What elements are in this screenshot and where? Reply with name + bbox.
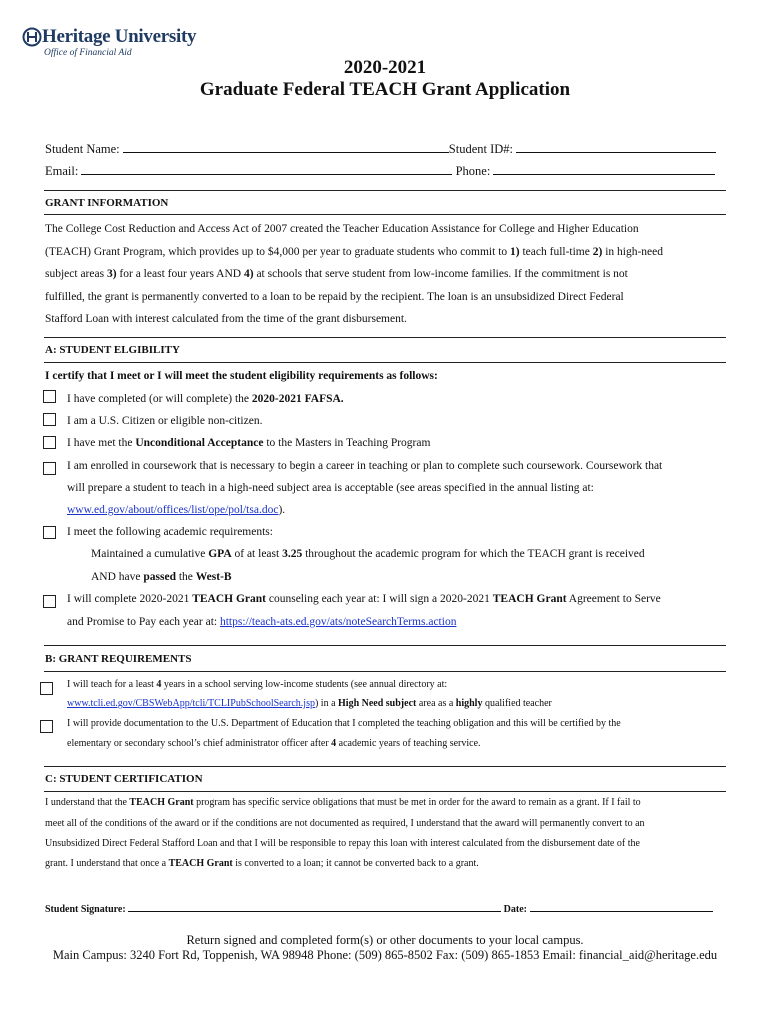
logo-mark-icon <box>22 27 42 47</box>
student-name-row <box>45 141 716 157</box>
fafsa-checkbox[interactable] <box>43 390 56 403</box>
grant-information-heading: GRANT INFORMATION <box>45 197 169 209</box>
form-year: 2020-2021 <box>343 57 427 78</box>
divider <box>44 791 726 792</box>
coursework-checkbox[interactable] <box>43 462 56 475</box>
logo-name: Heritage University <box>42 26 197 47</box>
acceptance-text: I have met the Unconditional Acceptance to the Masters in Teaching Program <box>67 437 431 449</box>
documentation-text-2: elementary or secondary school’s chief administrator officer after 4 academic years of teaching service. <box>67 738 481 749</box>
signature-label: Student Signature: <box>45 904 126 915</box>
divider <box>44 645 726 646</box>
coursework-text: I am enrolled in coursework that is necessary to begin a career in teaching or plan to complete such coursework. Coursework that <box>67 460 663 472</box>
date-field[interactable] <box>530 900 713 912</box>
academic-requirements-checkbox[interactable] <box>43 526 56 539</box>
section-b-heading: B: GRANT REQUIREMENTS <box>45 653 192 665</box>
phone-label: Phone: <box>455 164 491 178</box>
phone-field[interactable] <box>493 163 715 175</box>
coursework-text-2: will prepare a student to teach in a high-need subject area is acceptable (see areas specified in the annual listing at: <box>67 482 594 494</box>
student-name-label: Student Name: <box>45 142 120 156</box>
divider <box>44 362 726 363</box>
teach-years-checkbox[interactable] <box>40 682 53 695</box>
certification-text-4: grant. I understand that once a TEACH Grant is converted to a loan; it cannot be converted back to a grant. <box>45 858 479 869</box>
divider <box>44 671 726 672</box>
signature-row <box>45 900 713 915</box>
gpa-requirement-text: Maintained a cumulative GPA of at least 3.25 throughout the academic program for which the TEACH grant is received <box>91 548 645 560</box>
date-label: Date: <box>503 904 527 915</box>
student-id-label: Student ID#: <box>448 142 513 156</box>
counseling-checkbox[interactable] <box>43 595 56 608</box>
documentation-text: I will provide documentation to the U.S. Department of Education that I completed the teaching obligation and this will be certified by the <box>67 718 621 729</box>
signature-field[interactable] <box>128 900 501 912</box>
grant-information-text <box>45 218 735 331</box>
teach-years-text-2: www.tcli.ed.gov/CBSWebApp/tcli/TCLIPubSchoolSearch.jsp) in a High Need subject area as a highly qualified teacher <box>67 698 552 709</box>
counseling-text-2: and Promise to Pay each year at: https://teach-ats.ed.gov/ats/noteSearchTerms.action <box>67 616 457 628</box>
teach-years-text: I will teach for a least 4 years in a school serving low-income students (see annual directory at: <box>67 679 448 690</box>
documentation-checkbox[interactable] <box>40 720 53 733</box>
certification-text-1: I understand that the TEACH Grant program has specific service obligations that must be met in order for the award to remain as a grant. If I fail to <box>45 797 641 808</box>
coursework-text-3: www.ed.gov/about/offices/list/ope/pol/tsa.doc). <box>67 504 286 516</box>
grant-info-line: Stafford Loan with interest calculated from the time of the grant disbursement. <box>45 313 407 325</box>
campus-contact-info: Main Campus: 3240 Fort Rd, Toppenish, WA 98948 Phone: (509) 865-8502 Fax: (509) 865-1853 Email: financial_aid@heritage.edu <box>52 948 718 962</box>
divider <box>44 766 726 767</box>
email-row <box>45 163 715 179</box>
citizen-text: I am a U.S. Citizen or eligible non-citizen. <box>67 415 263 427</box>
westb-requirement-text: AND have passed the West-B <box>91 571 232 583</box>
certification-text-2: meet all of the conditions of the award or if the conditions are not documented as required, I understand that the award will permanently convert to an <box>45 818 645 829</box>
divider <box>44 214 726 215</box>
email-field[interactable] <box>81 163 452 175</box>
tsa-doc-link[interactable]: www.ed.gov/about/offices/list/ope/pol/tsa.doc <box>67 504 279 516</box>
student-name-field[interactable] <box>123 141 449 153</box>
divider <box>44 337 726 338</box>
citizen-checkbox[interactable] <box>43 413 56 426</box>
tcli-school-search-link[interactable]: www.tcli.ed.gov/CBSWebApp/tcli/TCLIPubSchoolSearch.jsp <box>67 698 315 709</box>
section-c-heading: C: STUDENT CERTIFICATION <box>45 773 203 785</box>
logo-subtitle: Office of Financial Aid <box>44 48 132 58</box>
academic-requirements-text: I meet the following academic requirements: <box>67 526 273 538</box>
grant-info-line: fulfilled, the grant is permanently converted to a loan to be repaid by the recipient. The loan is an unsubsidized Direct Federal <box>45 290 624 303</box>
certify-statement: I certify that I meet or I will meet the student eligibility requirements as follows: <box>45 370 438 382</box>
form-title: Graduate Federal TEACH Grant Application <box>199 79 571 100</box>
grant-info-line: The College Cost Reduction and Access Act of 2007 created the Teacher Education Assistance for College and Higher Education <box>45 223 639 235</box>
grant-info-line: subject areas 3) for a least four years AND 4) at schools that serve student from low-income families. If the commitment is not <box>45 268 628 280</box>
return-instructions: Return signed and completed form(s) or other documents to your local campus. <box>186 933 584 947</box>
teach-ats-link[interactable]: https://teach-ats.ed.gov/ats/noteSearchTerms.action <box>219 616 457 628</box>
fafsa-text: I have completed (or will complete) the 2020-2021 FAFSA. <box>67 393 344 405</box>
acceptance-checkbox[interactable] <box>43 436 56 449</box>
grant-info-line: (TEACH) Grant Program, which provides up to $4,000 per year to graduate students who commit to 1) teach full-time 2) in high-need <box>45 245 664 258</box>
divider <box>44 190 726 191</box>
section-a-heading: A: STUDENT ELGIBILITY <box>45 344 180 356</box>
email-label: Email: <box>45 164 79 178</box>
counseling-text: I will complete 2020-2021 TEACH Grant counseling each year at: I will sign a 2020-2021 TEACH Grant Agreement to Serve <box>67 593 661 605</box>
certification-text-3: Unsubsidized Direct Federal Stafford Loan and that I will be responsible to repay this loan with interest calculated from the disbursement date of the <box>45 838 640 849</box>
student-id-field[interactable] <box>516 141 716 153</box>
